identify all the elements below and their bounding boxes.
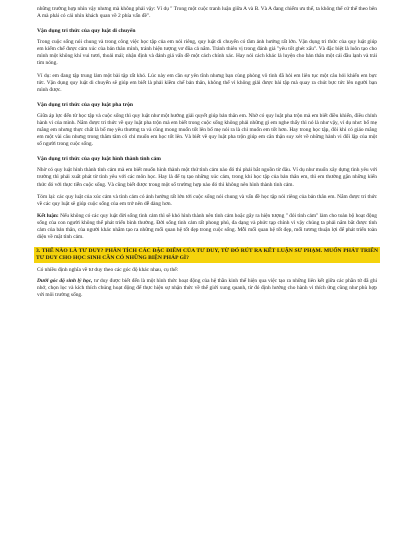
summary-paragraph: Tóm lại: các quy luật của xúc cảm và tình cảm có ảnh hưởng rất lớn tới cuộc sống nói chung và vấn đề học tập nói riêng của bản thân em. Nắm được tri thức về các quy luật sẽ giúp cuộc sống của em trở nên dễ dàng hơn. bbox=[37, 193, 377, 207]
heading-quy-luat-pha-tron: Vận dụng tri thức của quy luật pha trộn bbox=[37, 101, 133, 108]
intro-paragraph: những trường hợp nhìn vậy nhưng mà không phải vậy: Ví dụ " Trong một cuộc tranh luận giữa A và B. Và A đang chiếm ưu thế, ta không thể cứ thế theo bên A mà phải có cái nhìn khách quan về 2 phía vấn đề". bbox=[37, 6, 377, 20]
di-chuyen-paragraph-1: Trong cuộc sống nói chung và trong công việc học tập của em nói riêng, quy luật di chuyển có tầm ảnh hưởng rất lớn. Vận dụng tri thức của quy luật giúp em kiểm chế được cảm xúc của bản thân mình, tránh hiện tượng vơ đũa cả nắm. Tránh thiên vị trong đánh giá "yêu tốt ghét xấu". Và đặc biệt là luôn tạo cho mình một không khí vui tươi, thoải mái; nhận định và đánh giá vấn đề một cách chính xác. Hay nói cách khác là luyện cho bản thân một cái đầu lạnh và trái tim nóng. bbox=[37, 39, 377, 67]
pha-tron-paragraph: Giữa áp lực đến từ học tập và cuộc sống thì quy luật như một hướng giải quyết giúp bản thân em. Nhờ có quy luật pha trộn mà em biết điều khiển, điều chỉnh hành vi của mình. Nắm được tri thức về quy luật pha trộn mà em biết trong cuộc sống không phải những gì em nghe thấy thì nó là như vậy, ví dụ như: bố mẹ mắng em nhưng thực chất là bố mẹ yêu thương ta và cũng mong muốn tốt lên bố mẹ nói ra là chỉ muốn em tốt hơn. Hay trong học tập, đôi khi có giáo mắng em một vài câu nhưng trong thâm tâm cô chỉ muốn em học tốt lên. Và biết về quy luật pha trộn giúp em cân thận suy xét về những hành vi đối lập của một số người trong cuộc sống. bbox=[37, 112, 377, 148]
section-3-definition-paragraph bbox=[37, 278, 377, 299]
hinh-thanh-paragraph-1: Nhờ có quy luật hình thành tình cảm mà em biết muốn hình thành một thứ tình cảm nào đó thì phải bắt nguồn từ đâu. Ví dụ như muốn xây dựng tình yêu với trường thì phải xuất phát từ tình yêu với các môn học. Hay là để tụ tạo những xúc cảm, trong khi học tập của bản thân em, thì em thường gặn những kiến thức đó với thực tiễn cuộc sống. Và cũng biết được trong một số trường hợp nào đó thì không nên hình thành tình cảm. bbox=[37, 167, 377, 188]
heading-quy-luat-hinh-thanh-tinh-cam: Vận dụng tri thức của quy luật hình thành tình cảm bbox=[37, 156, 161, 163]
section-3-intro: Có nhiều định nghĩa về tư duy theo các góc độ khác nhau, cụ thể: bbox=[37, 267, 179, 274]
section-3-heading: 3. THẾ NÀO LÀ TƯ DUY? PHÂN TÍCH CÁC ĐẶC ĐIỂM CỦA TƯ DUY, TỪ ĐÓ RÚT RA KẾT LUẬN SƯ PHẠM. MUỐN PHÁT TRIỂN TƯ DUY CHO HỌC SINH CẦN CÓ NHỮNG BIỆN PHÁP GÌ? bbox=[36, 248, 378, 262]
conclusion-paragraph bbox=[37, 213, 377, 241]
conclusion-label: Kết luận: bbox=[37, 212, 59, 219]
di-chuyen-paragraph-2: Ví dụ: em đang tập trung làm một bài tập rất khó. Lúc này em cần sự yên tĩnh nhưng bạn cùng phòng vô tình đã hỏi em liên tục một câu hỏi khiến em bực tức. Vận dụng quy luật di chuyển sẽ giúp em biết là phải kiềm chế bản thân, không thể vì không giải được bài tập mà quay ra chút bực tức lên người bạn mình được. bbox=[37, 72, 377, 93]
definition-text: tư duy được biết đến là một hình thức hoạt động của hệ thần kinh thể hiện qua việc tạo ra những liên kết giữa các phần tử đã ghi nhớ, chọn lọc và kích thích chúng hoạt động để thực hiện sự nhận thức về thế giới xung quanh, từ đó định hướng cho hành vi thích ứng cũng như phù hợp với môi trường sống. bbox=[37, 278, 378, 299]
definition-label: Dưới góc độ sinh lý học, bbox=[37, 278, 93, 285]
heading-quy-luat-di-chuyen: Vận dụng tri thức của quy luật di chuyển bbox=[37, 28, 136, 35]
conclusion-text: Nếu không có các quy luật đời sống tình cảm thì sẽ khó hình thành nên tình cảm hoặc gây ra hiện tượng " đói tình cảm" làm cho toàn bộ hoạt động sống của con người không thể phát triển bình thường. Đời sống tình cảm rất phong phú, đa dạng và phức tạp chính vì vậy chúng ta phải nắm bắt được tình cảm của bản thân, của người khác nhằm tạo ra những mối quan hệ tốt đẹp trong cuộc sống. Mỗi mối quan hệ tốt đẹp, mối tương thuận lợi để phát triển toàn diện về mặt tình cảm. bbox=[37, 212, 377, 241]
